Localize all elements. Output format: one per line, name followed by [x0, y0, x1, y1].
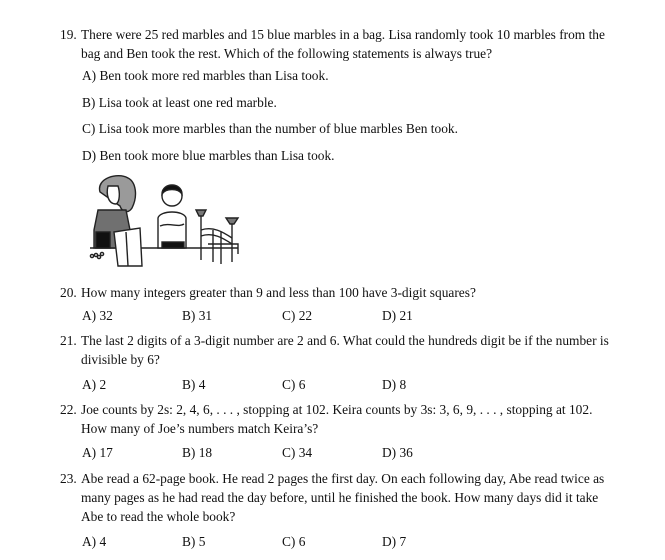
option-d: D) 36	[382, 445, 413, 460]
option-b: B) 31	[182, 308, 213, 323]
question-20-stem	[60, 283, 615, 302]
option-a: A) 17	[82, 445, 113, 460]
question-text: Abe read a 62-page book. He read 2 pages the first day. On each following day, Abe read twice as many pages as he had read the day before, until he finished the book. How many days did it take Abe to read the whole book?	[81, 471, 605, 524]
question-number: 21.	[60, 333, 77, 348]
option-a: A) 32	[82, 308, 113, 323]
question-text: Joe counts by 2s: 2, 4, 6, . . . , stopping at 102. Keira counts by 3s: 3, 6, 9, . . . , stopping at 102. How many of Joe’s numbers match Keira’s?	[81, 402, 593, 436]
question-23	[60, 469, 615, 526]
marbles-illustration	[78, 170, 248, 270]
option-b: B) Lisa took at least one red marble.	[82, 95, 277, 110]
question-22-stem	[60, 400, 615, 438]
option-a: A) 2	[82, 377, 107, 392]
option-c: C) 6	[282, 534, 306, 549]
option-c: C) 6	[282, 377, 306, 392]
question-number: 20.	[60, 285, 77, 300]
option-d: D) Ben took more blue marbles than Lisa took.	[82, 148, 335, 163]
option-b: B) 5	[182, 534, 206, 549]
option-c: C) 22	[282, 308, 313, 323]
question-19	[60, 25, 615, 63]
option-d: D) 8	[382, 377, 407, 392]
question-23-stem	[60, 469, 615, 526]
question-21-options	[82, 375, 622, 394]
question-21-stem	[60, 331, 615, 369]
question-text: How many integers greater than 9 and less than 100 have 3-digit squares?	[81, 285, 476, 300]
question-number: 23.	[60, 471, 77, 486]
option-a: A) 4	[82, 534, 107, 549]
option-b: B) 4	[182, 377, 206, 392]
question-20-options	[82, 306, 622, 325]
option-a: A) Ben took more red marbles than Lisa took.	[82, 68, 329, 83]
question-text: The last 2 digits of a 3-digit number are 2 and 6. What could the hundreds digit be if the number is divisible by 6?	[81, 333, 609, 367]
question-number: 19.	[60, 27, 77, 42]
question-number: 22.	[60, 402, 77, 417]
question-text: There were 25 red marbles and 15 blue marbles in a bag. Lisa randomly took 10 marbles from the bag and Ben took the rest. Which of the following statements is always true?	[81, 27, 605, 61]
option-c: C) 34	[282, 445, 313, 460]
question-22	[60, 400, 615, 438]
girl-skirt	[96, 232, 110, 248]
question-19-stem	[60, 25, 615, 63]
option-d: D) 7	[382, 534, 407, 549]
track-cup-left	[196, 210, 206, 216]
question-20	[60, 283, 615, 302]
question-22-options	[82, 443, 622, 462]
option-b: B) 18	[182, 445, 213, 460]
question-23-options	[82, 532, 622, 551]
option-d: D) 21	[382, 308, 413, 323]
girl-face	[107, 186, 119, 204]
option-c: C) Lisa took more marbles than the number of blue marbles Ben took.	[82, 121, 458, 136]
track-cup-right	[226, 218, 238, 224]
question-21	[60, 331, 615, 369]
